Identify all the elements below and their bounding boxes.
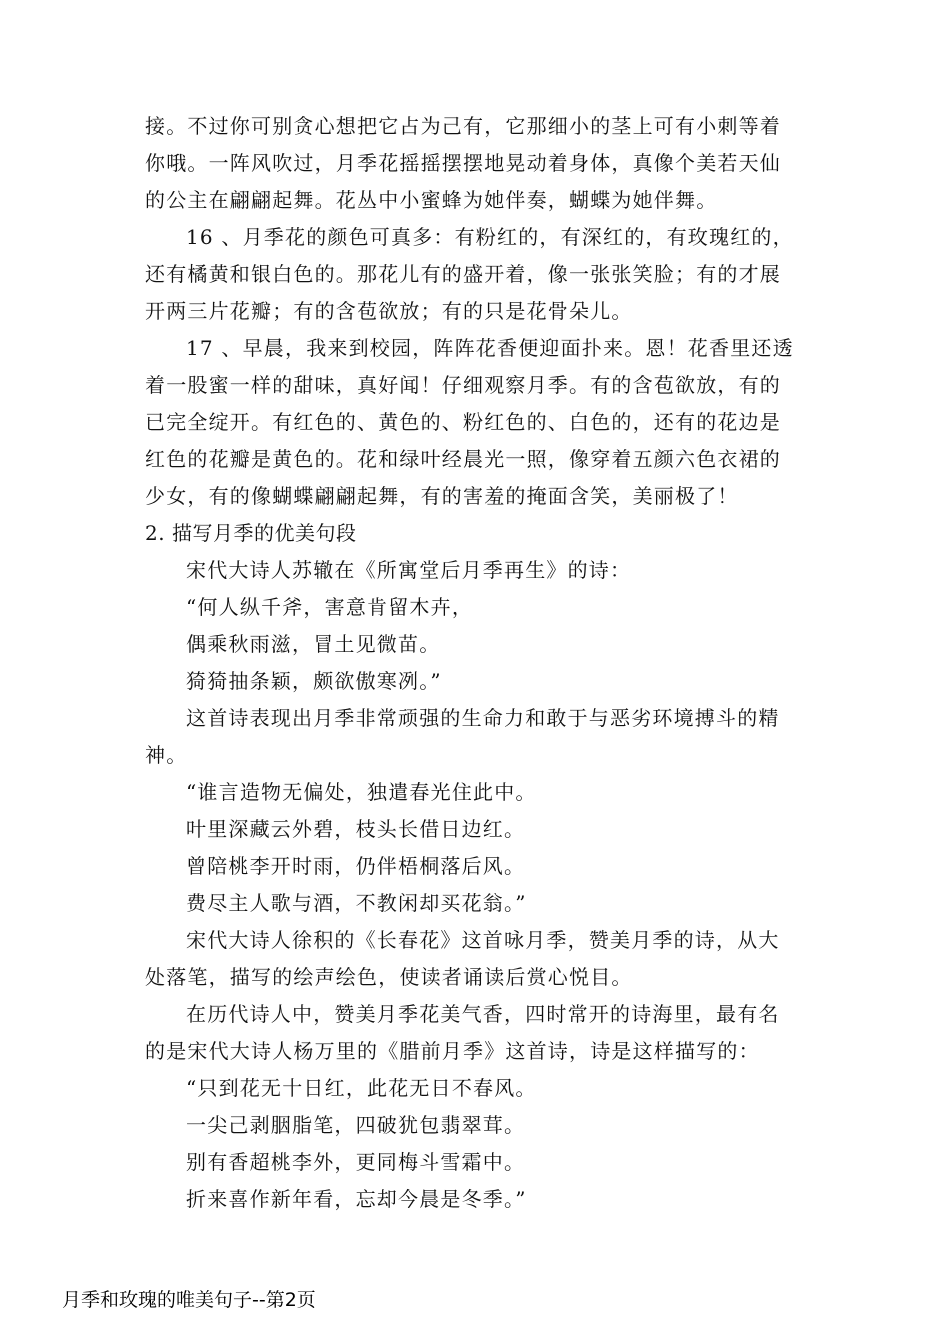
text-line: 你哦。一阵风吹过，月季花摇摇摆摆地晃动着身体，真像个美若天仙 <box>145 151 781 175</box>
text-line: 宋代大诗人徐积的《长春花》这首咏月季，赞美月季的诗，从大 <box>186 928 780 952</box>
text-line: 已完全绽开。有红色的、黄色的、粉红色的、白色的，还有的花边是 <box>145 410 781 434</box>
page-footer: 月季和玫瑰的唯美句子--第2页 <box>62 1289 316 1311</box>
text-line: 着一股蜜一样的甜味，真好闻！仔细观察月季。有的含苞欲放，有的 <box>145 373 781 397</box>
text-line: 宋代大诗人苏辙在《所寓堂后月季再生》的诗： <box>186 558 632 582</box>
text-line: 的公主在翩翩起舞。花丛中小蜜蜂为她伴奏，蝴蝶为她伴舞。 <box>145 188 718 212</box>
text-line: 少女，有的像蝴蝶翩翩起舞，有的害羞的掩面含笑，美丽极了！ <box>145 484 739 508</box>
text-line: 还有橘黄和银白色的。那花儿有的盛开着，像一张张笑脸；有的才展 <box>145 262 781 286</box>
text-line: 处落笔，描写的绘声绘色，使读者诵读后赏心悦目。 <box>145 965 633 989</box>
text-line: “何人纵千斧，害意肯留木卉， <box>186 595 474 619</box>
text-line: 别有香超桃李外，更同梅斗雪霜中。 <box>186 1150 526 1174</box>
document-body <box>145 108 810 1218</box>
text-line: 一尖己剥胭脂笔，四破犹包翡翠茸。 <box>186 1113 526 1137</box>
text-line: 叶里深藏云外碧，枝头长借日边红。 <box>186 817 526 841</box>
text-line: 折来喜作新年看，忘却今晨是冬季。” <box>186 1187 527 1211</box>
text-line: “只到花无十日红，此花无日不春风。 <box>186 1076 537 1100</box>
text-line: 16 、月季花的颜色可真多：有粉红的，有深红的，有玫瑰红的， <box>186 225 794 249</box>
text-line: 曾陪桃李开时雨，仍伴梧桐落后风。 <box>186 854 526 878</box>
section-heading: 2. 描写月季的优美句段 <box>145 521 357 545</box>
text-line: “谁言造物无偏处，独遣春光住此中。 <box>186 780 537 804</box>
text-line: 这首诗表现出月季非常顽强的生命力和敢于与恶劣环境搏斗的精 <box>186 706 780 730</box>
text-line: 开两三片花瓣；有的含苞欲放；有的只是花骨朵儿。 <box>145 299 633 323</box>
text-line: 猗猗抽条颖，颇欲傲寒冽。” <box>186 669 442 693</box>
text-line: 红色的花瓣是黄色的。花和绿叶经晨光一照，像穿着五颜六色衣裙的 <box>145 447 781 471</box>
text-line: 17 、早晨，我来到校园，阵阵花香便迎面扑来。恩！花香里还透 <box>186 336 794 360</box>
text-line: 神。 <box>145 743 188 767</box>
text-line: 费尽主人歌与酒，不教闲却买花翁。” <box>186 891 527 915</box>
text-line: 偶乘秋雨滋，冒土见微苗。 <box>186 632 441 656</box>
text-line: 在历代诗人中，赞美月季花美气香，四时常开的诗海里，最有名 <box>186 1002 780 1026</box>
text-line: 的是宋代大诗人杨万里的《腊前月季》这首诗，诗是这样描写的： <box>145 1039 760 1063</box>
text-line: 接。不过你可别贪心想把它占为己有，它那细小的茎上可有小刺等着 <box>145 114 781 138</box>
